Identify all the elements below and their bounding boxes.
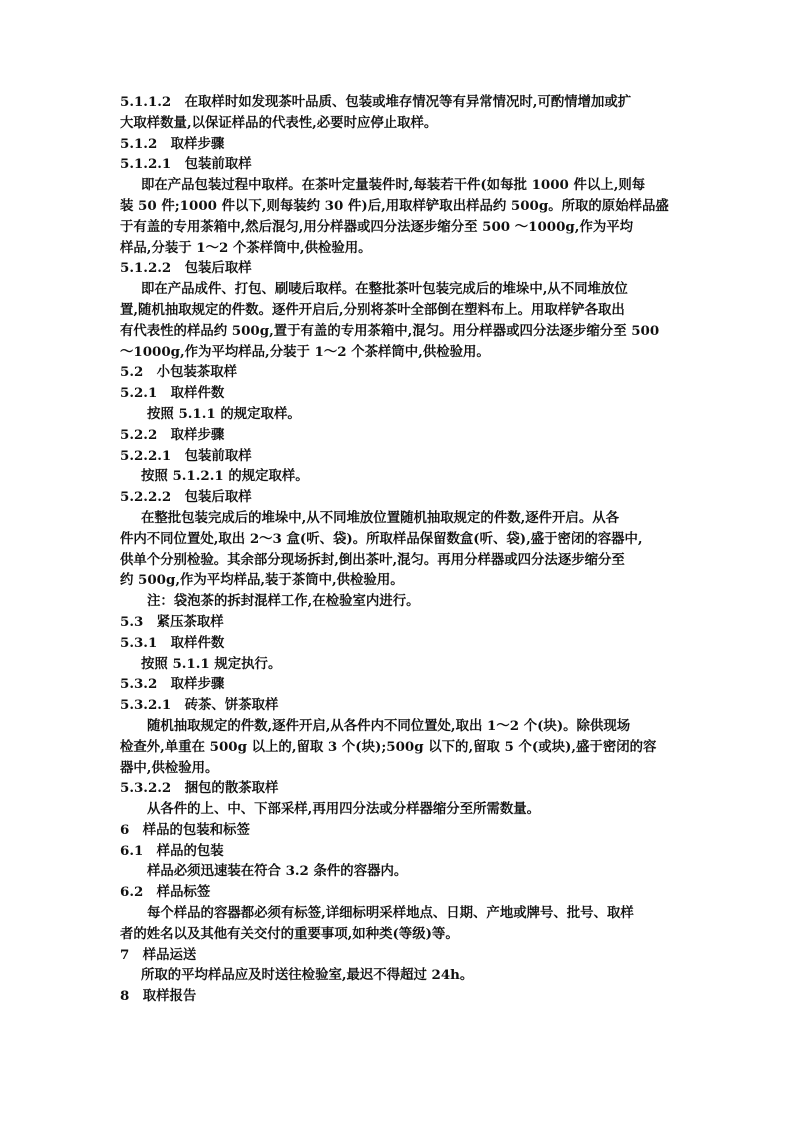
text-line: 5.3.2 取样步骤 [120, 676, 225, 693]
text-line: 即在产品成件、打包、刷唛后取样。在整批茶叶包装完成后的堆垛中,从不同堆放位 [141, 281, 628, 298]
text-line: 5.1.2 取样步骤 [120, 135, 225, 152]
text-line: 5.2.2 取样步骤 [120, 426, 225, 443]
text-line: 即在产品包装过程中取样。在茶叶定量装件时,每装若干件(如每批 1000 件以上,则每 [141, 177, 646, 194]
text-line: 7 样品运送 [120, 946, 197, 963]
text-line: 6.2 样品标签 [120, 884, 211, 901]
text-line: 5.1.2.2 包装后取样 [120, 260, 252, 277]
text-line: 5.3.1 取样件数 [120, 634, 225, 651]
text-line: 样品必须迅速装在符合 3.2 条件的容器内。 [147, 863, 408, 880]
text-line: 所取的平均样品应及时送往检验室,最迟不得超过 24h。 [141, 967, 474, 984]
text-line: 有代表性的样品约 500g,置于有盖的专用茶箱中,混匀。用分样器或四分法逐步缩分至 500 [120, 322, 660, 339]
text-line: 8 取样报告 [120, 988, 197, 1005]
text-line: 按照 5.1.2.1 的规定取样。 [141, 468, 309, 485]
text-line: 5.2 小包装茶取样 [120, 364, 238, 381]
text-line: 大取样数量,以保证样品的代表性,必要时应停止取样。 [120, 114, 438, 131]
text-line: 在整批包装完成后的堆垛中,从不同堆放位置随机抽取规定的件数,逐件开启。从各 [141, 509, 619, 526]
text-line: 器中,供检验用。 [120, 759, 219, 776]
text-line: 按照 5.1.1 的规定取样。 [147, 405, 301, 422]
text-line: 5.1.2.1 包装前取样 [120, 156, 252, 173]
text-line: 5.2.2.2 包装后取样 [120, 489, 252, 506]
text-line: 6.1 样品的包装 [120, 842, 224, 859]
text-line: 5.3 紧压茶取样 [120, 613, 224, 630]
text-line: 5.2.1 取样件数 [120, 385, 225, 402]
text-line: 件内不同位置处,取出 2～3 盒(听、袋)。所取样品保留数盒(听、袋),盛于密闭的容器中, [120, 530, 643, 547]
text-line: 按照 5.1.1 规定执行。 [141, 655, 282, 672]
text-line: 置,随机抽取规定的件数。逐件开启后,分别将茶叶全部倒在塑料布上。用取样铲各取出 [120, 301, 625, 318]
text-line: 者的姓名以及其他有关交付的重要事项,如种类(等级)等。 [120, 925, 459, 942]
document-body [120, 92, 680, 1007]
text-line: 于有盖的专用茶箱中,然后混匀,用分样器或四分法逐步缩分至 500 ～1000g,作为平均 [120, 218, 633, 235]
text-line: 随机抽取规定的件数,逐件开启,从各件内不同位置处,取出 1～2 个(块)。除供现场 [147, 717, 631, 734]
text-line: 检查外,单重在 500g 以上的,留取 3 个(块);500g 以下的,留取 5 个(或块),盛于密闭的容 [120, 738, 657, 755]
text-line: 样品,分装于 1～2 个茶样筒中,供检验用。 [120, 239, 372, 256]
text-line: 供单个分别检验。其余部分现场拆封,倒出茶叶,混匀。再用分样器或四分法逐步缩分至 [120, 551, 625, 568]
text-line: 6 样品的包装和标签 [120, 821, 250, 838]
text-line: 5.3.2.1 砖茶、饼茶取样 [120, 697, 279, 714]
text-line: 每个样品的容器都必须有标签,详细标明采样地点、日期、产地或牌号、批号、取样 [147, 905, 634, 922]
text-line: 5.3.2.2 捆包的散茶取样 [120, 780, 279, 797]
text-line: 约 500g,作为平均样品,装于茶筒中,供检验用。 [120, 572, 404, 589]
text-line: 从各件的上、中、下部采样,再用四分法或分样器缩分至所需数量。 [147, 801, 540, 818]
text-line: ～1000g,作为平均样品,分装于 1～2 个茶样筒中,供检验用。 [120, 343, 490, 360]
text-line: 装 50 件;1000 件以下,则每装约 30 件)后,用取样铲取出样品约 500g。所取的原始样品盛 [120, 197, 669, 214]
text-line: 5.1.1.2 在取样时如发现茶叶品质、包装或堆存情况等有异常情况时,可酌情增加或扩 [120, 94, 632, 110]
text-line: 注：袋泡茶的拆封混样工作,在检验室内进行。 [147, 593, 420, 610]
text-line: 5.2.2.1 包装前取样 [120, 447, 252, 464]
